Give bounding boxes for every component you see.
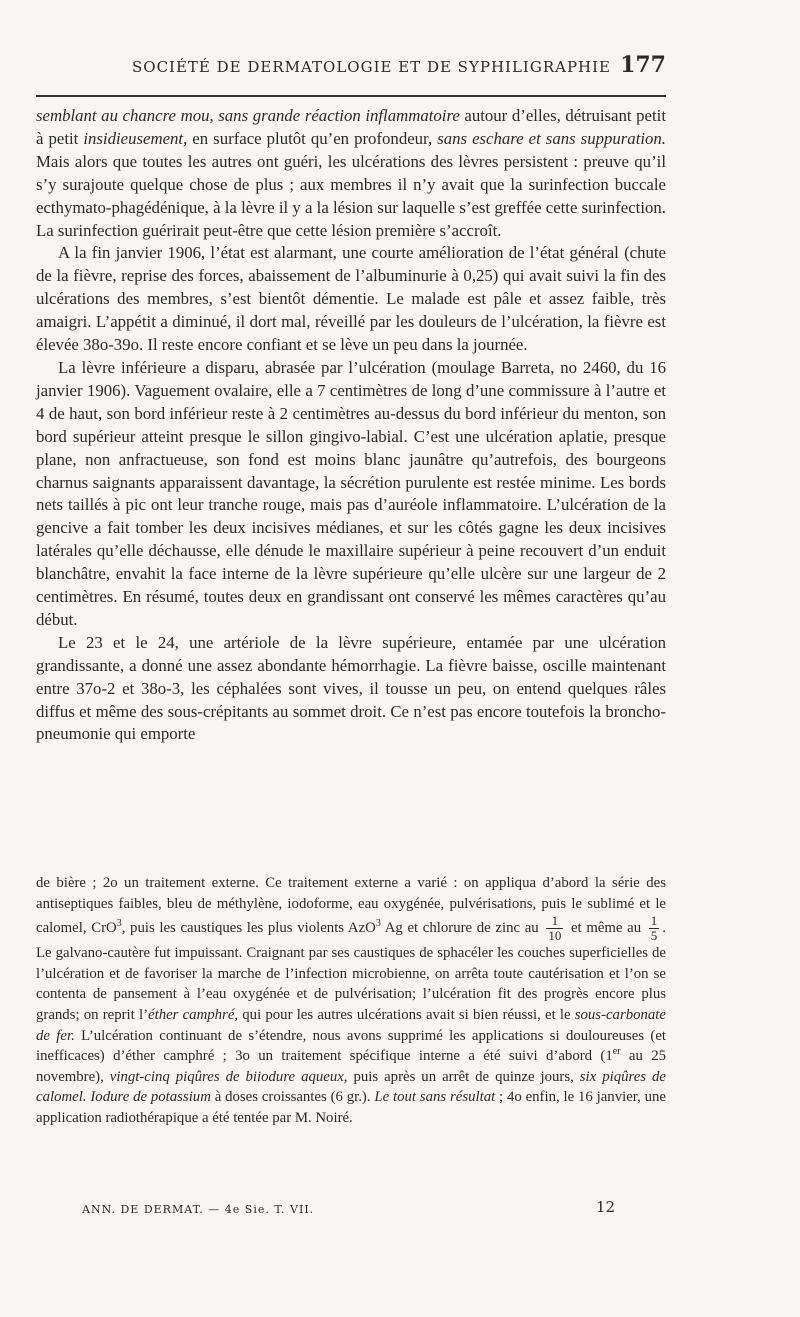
text-run: ; 4o enfin, le 16 janvier, une application radiothérapique a été tentée par M. Noiré. <box>36 1089 666 1126</box>
text-run: Mais alors que toutes les autres ont guéri, les ulcérations des lèvres persistent : preuve qu’il s’y surajoute quelque chose de plus ; aux membres il n’y avait que la surinfection buccale ecthymato-phagédénique, à la lèvre il y a la lésion sur laquelle s’est greffée cette surinfection. La surinfection guérirait peut-être que cette lésion première s’accroît. <box>36 151 666 240</box>
text-run: à doses croissantes (6 gr.). <box>210 1089 375 1106</box>
fraction-numerator: 1 <box>546 914 563 929</box>
header-rule <box>36 95 666 97</box>
text-run: autour d’elles, détruisant petit à petit <box>36 106 666 148</box>
body-text <box>36 105 666 746</box>
fraction-denominator: 5 <box>650 928 658 944</box>
italic-run: semblant au chancre mou, sans grande réaction inflammatoire <box>36 106 460 125</box>
paragraph-4: Le 23 et le 24, une artériole de la lèvre supérieure, entamée par une ulcération grandissante, a donné une assez abondante hémorrhagie. La fièvre baisse, oscille maintenant entre 37o-2 et 38o-3, les céphalées sont vives, il tousse un peu, on entend quelques râles diffus et même des sous-crépitants au sommet droit. Ce n’est pas encore toutefois la broncho-pneumonie qui emporte <box>36 632 666 744</box>
paragraph-2: A la fin janvier 1906, l’état est alarmant, une courte amélioration de l’état général (chute de la fièvre, reprise des forces, abaissement de l’albuminurie à 0,25) qui avait suivi la fin des ulcérations des membres, s’est bientôt démentie. Le malade est pâle et assez faible, très amaigri. L’appétit a diminué, il dort mal, réveillé par les douleurs de l’ulcération, la fièvre est élevée 38o-39o. Il reste encore confiant et se lève un peu dans la journée. <box>36 243 666 355</box>
text-run: L’ulcération continuant de s’étendre, nous avons supprimé les applications si douloureuses (et inefficaces) d’éther camphré ; 3o un traitement spécifique interne a été suivi d’abord (1 <box>36 1027 666 1065</box>
fraction-numerator: 1 <box>650 913 658 929</box>
text-run: Ag et chlorure de zinc au <box>380 920 544 937</box>
fraction-one-tenth <box>546 914 563 943</box>
running-title: SOCIÉTÉ DE DERMATOLOGIE ET DE SYPHILIGRAPHIE <box>132 58 612 76</box>
italic-run: Le tout sans résultat <box>374 1089 496 1106</box>
footnote <box>36 873 666 1129</box>
paragraph-1 <box>36 105 666 242</box>
text-run: puis après un arrêt de quinze jours, <box>347 1068 580 1085</box>
text-run: . Le galvano-cautère fut impuissant. Craignant par ses caustiques de sphacéler les couches superficielles de l’ulcération et de favoriser la marche de l’infection microbienne, on arrêta toute cautérisation et l’on se contenta de pansement à l’eau oxygénée et de pulvérisation; l’ulcération fit des progrès encore plus grands; on reprit l’ <box>36 920 666 1023</box>
running-head <box>36 52 666 82</box>
fraction-denominator: 10 <box>548 928 562 944</box>
page-number: 177 <box>620 52 666 78</box>
text-run: , puis les caustiques les plus violents AzO <box>121 920 376 937</box>
text-run: au 25 novembre), <box>36 1048 666 1085</box>
italic-run: six piqûres de calomel. Iodure de potassium <box>36 1068 666 1106</box>
superscript: er <box>612 1046 621 1058</box>
superscript: 3 <box>116 918 122 930</box>
paragraph-3: La lèvre inférieure a disparu, abrasée par l’ulcération (moulage Barreta, no 2460, du 16 janvier 1906). Vaguement ovalaire, elle a 7 centimètres de long d’une commissure à l’autre et 4 de haut, son bord inférieur reste à 2 centimètres au-dessus du bord inférieur du menton, son bord supérieur atteint presque le sillon gingivo-labial. C’est une ulcération aplatie, presque plane, non anfractueuse, son fond est moins blanc jaunâtre qu’autrefois, des bourgeons charnus saignants apparaissent davantage, la sécrétion purulente est restée minime. Les bords nets taillés à pic ont leur tranche rouge, mais pas d’auréole inflammatoire. L’ulcération de la gencive a fait tomber les deux incisives médianes, et sur les côtés gagne les deux incisives latérales qu’elle déchausse, elle dénude le maxillaire supérieur à peine recouvert d’un enduit blanchâtre, envahit la face interne de la lèvre supérieure qu’elle ulcère sur une largeur de 2 centimètres. En résumé, toutes deux en grandissant ont conservé les mêmes caractères qu’au début. <box>36 357 666 629</box>
italic-run: sans eschare et sans suppuration. <box>437 128 666 148</box>
italic-run: sous-carbonate de fer. <box>36 1006 666 1044</box>
italic-run: éther camphré, <box>148 1006 239 1023</box>
printer-signature: ANN. DE DERMAT. — 4e Sie. T. VII. <box>82 1203 315 1216</box>
text-run: qui pour les autres ulcérations avait si bien réussi, et le <box>238 1006 575 1023</box>
text-run: et même au <box>566 920 646 937</box>
superscript: 3 <box>375 918 381 930</box>
italic-run: insidieusement, <box>83 128 188 148</box>
footnote-text <box>36 873 666 1129</box>
fraction-one-fifth <box>649 914 660 943</box>
text-run: en surface plutôt qu’en profondeur, <box>187 128 438 148</box>
text-run: de bière ; 2o un traitement externe. Ce traitement externe a varié : on appliqua d’abord la série des antiseptiques faibles, bleu de méthylène, iodoforme, eau oxygénée, pulvérisations, puis le sublimé et le calomel, CrO <box>36 875 666 937</box>
italic-run: vingt-cinq piqûres de biiodure aqueux, <box>109 1068 348 1085</box>
sheet-number: 12 <box>596 1198 616 1216</box>
